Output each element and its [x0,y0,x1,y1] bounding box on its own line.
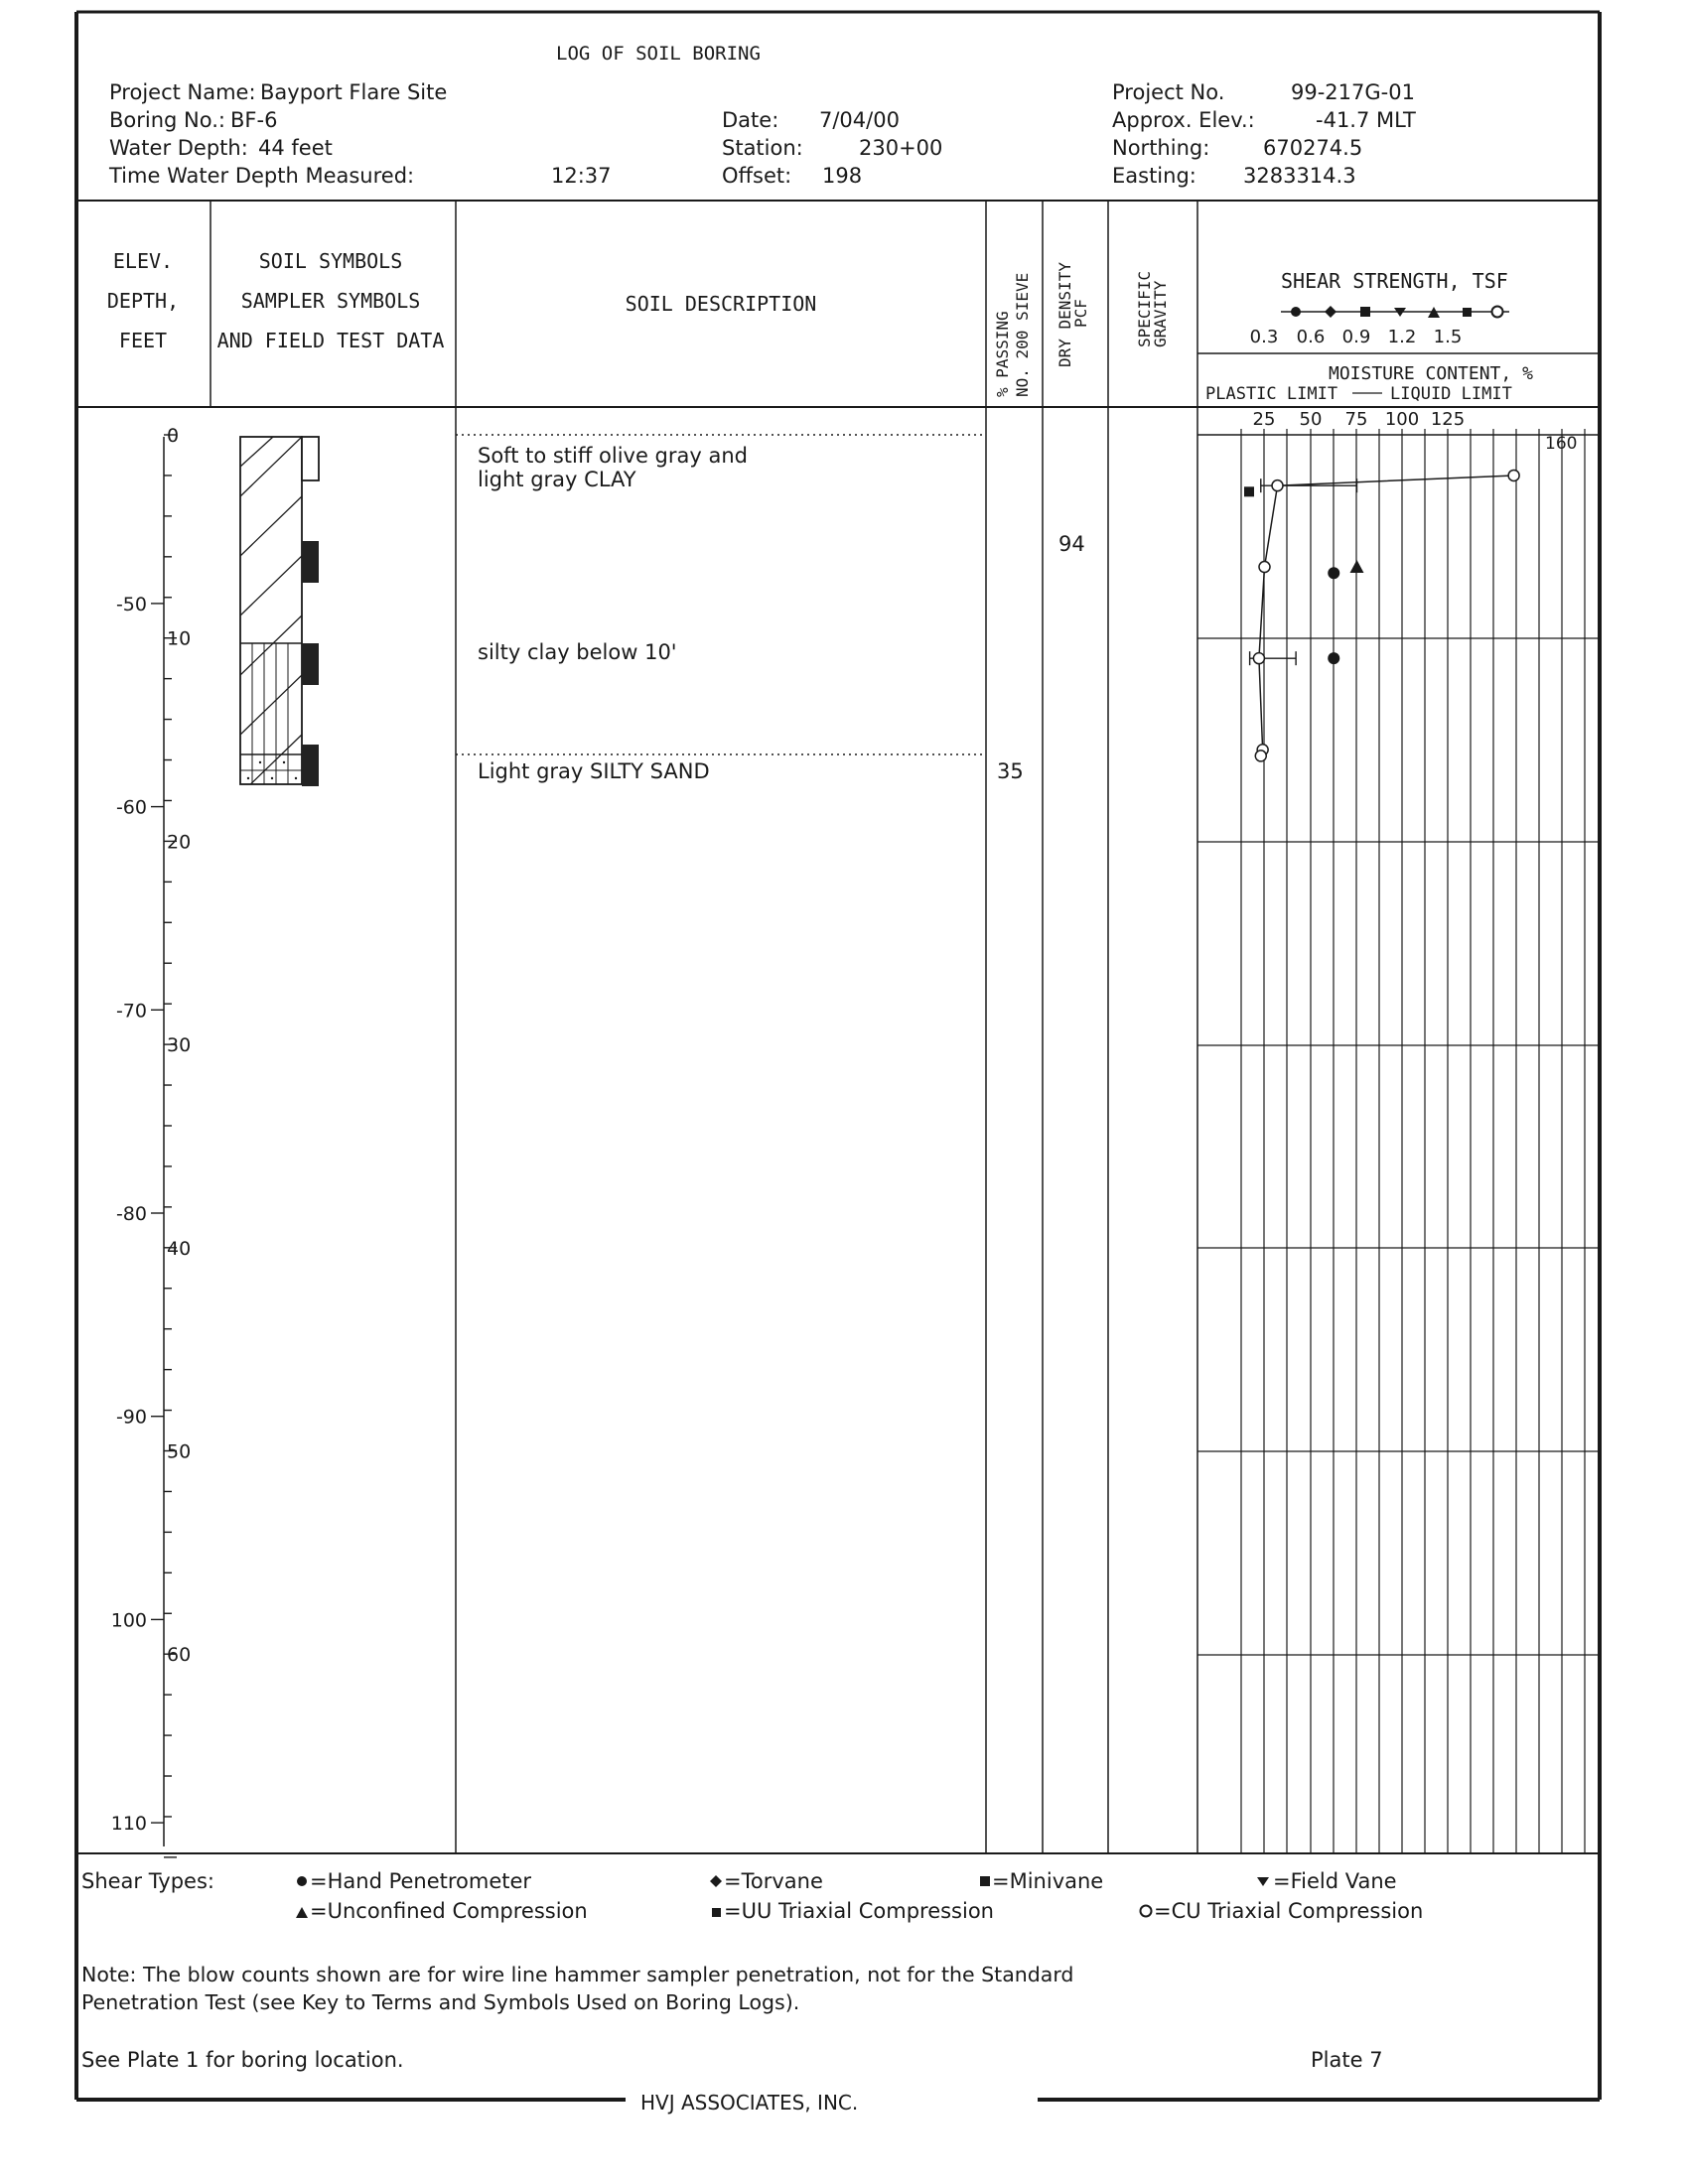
company-name: HVJ ASSOCIATES, INC. [640,2091,859,2115]
shear-tick-label: 1.5 [1433,327,1463,347]
shear-point-hand-penetrometer [1328,652,1339,664]
hand-penetrometer-icon [1291,307,1301,317]
legend-field-vane: =Field Vane [1273,1869,1397,1893]
moisture-offscale-label: 160 [1545,434,1578,454]
plot-grid [1197,429,1600,1853]
torvane-icon [1325,306,1336,318]
project-no-label: Project No. [1112,80,1225,104]
station-label: Station: [722,136,803,160]
date-value: 7/04/00 [819,108,900,132]
depth-tick-label: 40 [167,1237,192,1260]
depth-tick-label: 50 [167,1440,192,1463]
soil-description-header: SOIL DESCRIPTION [625,292,817,316]
cu-triaxial-icon [1492,307,1503,318]
legend-unconfined: =Unconfined Compression [310,1899,588,1923]
offset-label: Offset: [722,164,792,188]
legend-cu-triaxial: =CU Triaxial Compression [1154,1899,1424,1923]
project-no: 99-217G-01 [1291,80,1415,104]
liquid-limit-label: LIQUID LIMIT [1390,384,1512,404]
shear-strength-title: SHEAR STRENGTH, TSF [1281,269,1508,293]
unconfined-compression-icon [296,1907,308,1918]
header-left [108,80,612,188]
soil-column-outline [240,437,302,784]
sampler-recovery-icon [302,745,319,786]
moisture-point [1508,470,1519,480]
water-depth: 44 feet [258,136,333,160]
easting-value: 3283314.3 [1243,164,1356,188]
time-value: 12:37 [551,164,612,188]
elev-header: ELEV. [112,249,174,273]
soil-symbol-column [240,437,319,794]
moisture-title: MOISTURE CONTENT, % [1329,363,1533,384]
depth-tick-label: 0 [167,425,180,447]
soil-symbols-header: SOIL SYMBOLS [258,249,403,273]
depth-tick-label: 30 [167,1034,192,1057]
elev-label: Approx. Elev.: [1112,108,1255,132]
shear-tick-label: 0.6 [1296,327,1326,347]
northing-value: 670274.5 [1263,136,1363,160]
project-name-label: Project Name: [109,80,256,104]
shear-tick-label: 0.3 [1249,327,1279,347]
legend-uu-triaxial: =UU Triaxial Compression [724,1899,994,1923]
depth-tick-label: 60 [167,1644,192,1667]
cu-triaxial-icon [1141,1906,1152,1917]
clay-hatch-symbol [240,437,302,794]
plate-number: Plate 7 [1311,2048,1383,2072]
log-title: LOG OF SOIL BORING [556,43,761,65]
moisture-point [1259,562,1270,573]
elevation-tick-label: -50 [115,593,147,615]
field-test-header: AND FIELD TEST DATA [216,329,445,352]
feet-header: FEET [118,329,168,352]
gravity-header-2: GRAVITY [1151,280,1170,347]
field-vane-icon [1257,1877,1269,1886]
moisture-tick-label: 100 [1384,409,1420,430]
boring-no-label: Boring No.: [109,108,225,132]
depth-tick-label: 10 [167,627,192,650]
boring-no: BF-6 [230,108,278,132]
passing-header-2: NO. 200 SIEVE [1013,272,1032,397]
legend-torvane: =Torvane [724,1869,823,1893]
sampler-recovery-icon [302,643,319,685]
note-line: Penetration Test (see Key to Terms and Symbols Used on Boring Logs). [81,1990,800,2014]
depth-tick-label: 20 [167,831,192,854]
plot-marks [1244,470,1519,760]
density-header-2: PCF [1071,299,1090,328]
moisture-point [1255,751,1266,761]
shear-tick-label: 1.2 [1387,327,1417,347]
date-label: Date: [722,108,779,132]
description-text: light gray CLAY [478,468,636,491]
moisture-tick-label: 125 [1430,409,1466,430]
column-headers [107,249,1533,430]
offset-value: 198 [822,164,863,188]
water-depth-label: Water Depth: [109,136,248,160]
project-name: Bayport Flare Site [260,80,448,104]
moisture-axis-ticks [1253,409,1466,430]
northing-label: Northing: [1112,136,1210,160]
description-text: silty clay below 10' [478,640,677,664]
header-right [1112,80,1416,188]
moisture-tick-label: 25 [1252,409,1276,430]
header-middle [722,108,942,188]
moisture-point [1253,653,1264,664]
uu-triaxial-icon [712,1908,721,1917]
time-label: Time Water Depth Measured: [109,164,415,188]
dry-density-value: 94 [1058,532,1085,556]
legend-minivane: =Minivane [992,1869,1104,1893]
note-line: Note: The blow counts shown are for wire line hammer sampler penetration, not for the Standard [81,1963,1074,1986]
depth-header: DEPTH, [106,289,180,313]
plastic-limit-label: PLASTIC LIMIT [1205,384,1338,404]
shear-point-hand-penetrometer [1328,567,1339,579]
moisture-tick-label: 50 [1299,409,1323,430]
elev-value: -41.7 MLT [1316,108,1416,132]
silty-clay-symbol [252,643,288,784]
shear-axis-ticks [1250,327,1463,347]
see-plate-note: See Plate 1 for boring location. [81,2048,404,2072]
legend-hand-penetrometer: =Hand Penetrometer [310,1869,532,1893]
density-header-1: DRY DENSITY [1055,262,1074,367]
moisture-profile-line [1259,476,1514,755]
minivane-icon [980,1876,990,1886]
elevation-tick-label: -60 [115,796,147,819]
easting-label: Easting: [1112,164,1196,188]
passing-200-value: 35 [997,759,1024,783]
elevation-tick-label: -80 [115,1203,147,1226]
passing-header-1: % PASSING [993,311,1012,397]
shear-symbol-row [1281,306,1509,318]
description-text: Light gray SILTY SAND [478,759,710,783]
shear-point-unconfined [1350,560,1364,573]
elevation-tick-label: -70 [115,1000,147,1023]
uu-triaxial-icon [1463,308,1472,317]
elevation-tick-label: 110 [110,1813,147,1836]
minivane-icon [1360,307,1370,317]
page-frame [76,12,1600,2100]
torvane-icon [710,1875,722,1887]
depth-scale [111,425,191,1857]
shear-tick-label: 0.9 [1341,327,1371,347]
gravity-header-1: SPECIFIC [1135,270,1154,347]
sampler-recovery-icon [302,437,319,480]
silty-sand-symbol [240,754,302,779]
sampler-recovery-icon [302,541,319,583]
sampler-symbols-header: SAMPLER SYMBOLS [240,289,421,313]
elevation-tick-label: 100 [110,1609,147,1632]
moisture-tick-label: 75 [1344,409,1368,430]
soil-description [456,435,986,783]
elevation-tick-label: -90 [115,1406,147,1429]
description-text: Soft to stiff olive gray and [478,444,749,468]
hand-penetrometer-icon [297,1876,307,1886]
shear-types-label: Shear Types: [81,1869,214,1893]
shear-types-legend [81,1869,1423,1923]
shear-point-minivane [1244,486,1254,496]
station-value: 230+00 [859,136,943,160]
moisture-point [1272,480,1283,491]
